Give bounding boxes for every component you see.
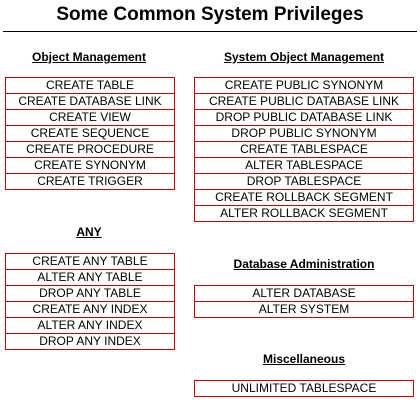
- object-management-box: [5, 77, 175, 190]
- any-heading: ANY: [76, 225, 102, 239]
- database-administration-box: [194, 285, 414, 318]
- privilege-item: CREATE TABLE: [45, 78, 135, 92]
- privilege-item: CREATE SYNONYM: [6, 157, 174, 173]
- privilege-item: CREATE PUBLIC SYNONYM: [224, 78, 384, 92]
- privilege-item: CREATE VIEW: [6, 109, 174, 125]
- privilege-item: UNLIMITED TABLESPACE: [231, 381, 377, 395]
- privilege-item: DROP ANY TABLE: [6, 285, 174, 301]
- page-title: Some Common System Privileges: [56, 4, 364, 25]
- privilege-item: CREATE DATABASE LINK: [6, 93, 174, 109]
- privilege-item: CREATE PROCEDURE: [6, 141, 174, 157]
- privilege-item: CREATE SEQUENCE: [6, 125, 174, 141]
- privilege-item: CREATE TABLESPACE: [195, 141, 413, 157]
- privilege-item: ALTER ANY INDEX: [6, 317, 174, 333]
- system-object-management-heading: System Object Management: [223, 50, 385, 64]
- privilege-item: DROP PUBLIC DATABASE LINK: [195, 109, 413, 125]
- miscellaneous-box: [194, 380, 414, 397]
- privilege-item: ALTER SYSTEM: [195, 301, 413, 317]
- privilege-item: CREATE ANY TABLE: [32, 254, 148, 268]
- miscellaneous-heading: Miscellaneous: [262, 352, 346, 366]
- privilege-item: ALTER DATABASE: [252, 286, 356, 300]
- privilege-item: CREATE ROLLBACK SEGMENT: [195, 189, 413, 205]
- privilege-item: CREATE PUBLIC DATABASE LINK: [195, 93, 413, 109]
- database-administration-heading: Database Administration: [233, 257, 375, 271]
- privilege-item: ALTER ROLLBACK SEGMENT: [195, 205, 413, 221]
- any-box: [5, 253, 175, 350]
- privilege-item: ALTER TABLESPACE: [195, 157, 413, 173]
- privilege-item: DROP ANY INDEX: [6, 333, 174, 349]
- privilege-item: CREATE ANY INDEX: [6, 301, 174, 317]
- title-divider: [3, 31, 417, 32]
- system-object-management-box: [194, 77, 414, 222]
- privilege-item: CREATE TRIGGER: [6, 173, 174, 189]
- privilege-item: ALTER ANY TABLE: [6, 269, 174, 285]
- object-management-heading: Object Management: [31, 50, 147, 64]
- privilege-item: DROP TABLESPACE: [195, 173, 413, 189]
- privilege-item: DROP PUBLIC SYNONYM: [195, 125, 413, 141]
